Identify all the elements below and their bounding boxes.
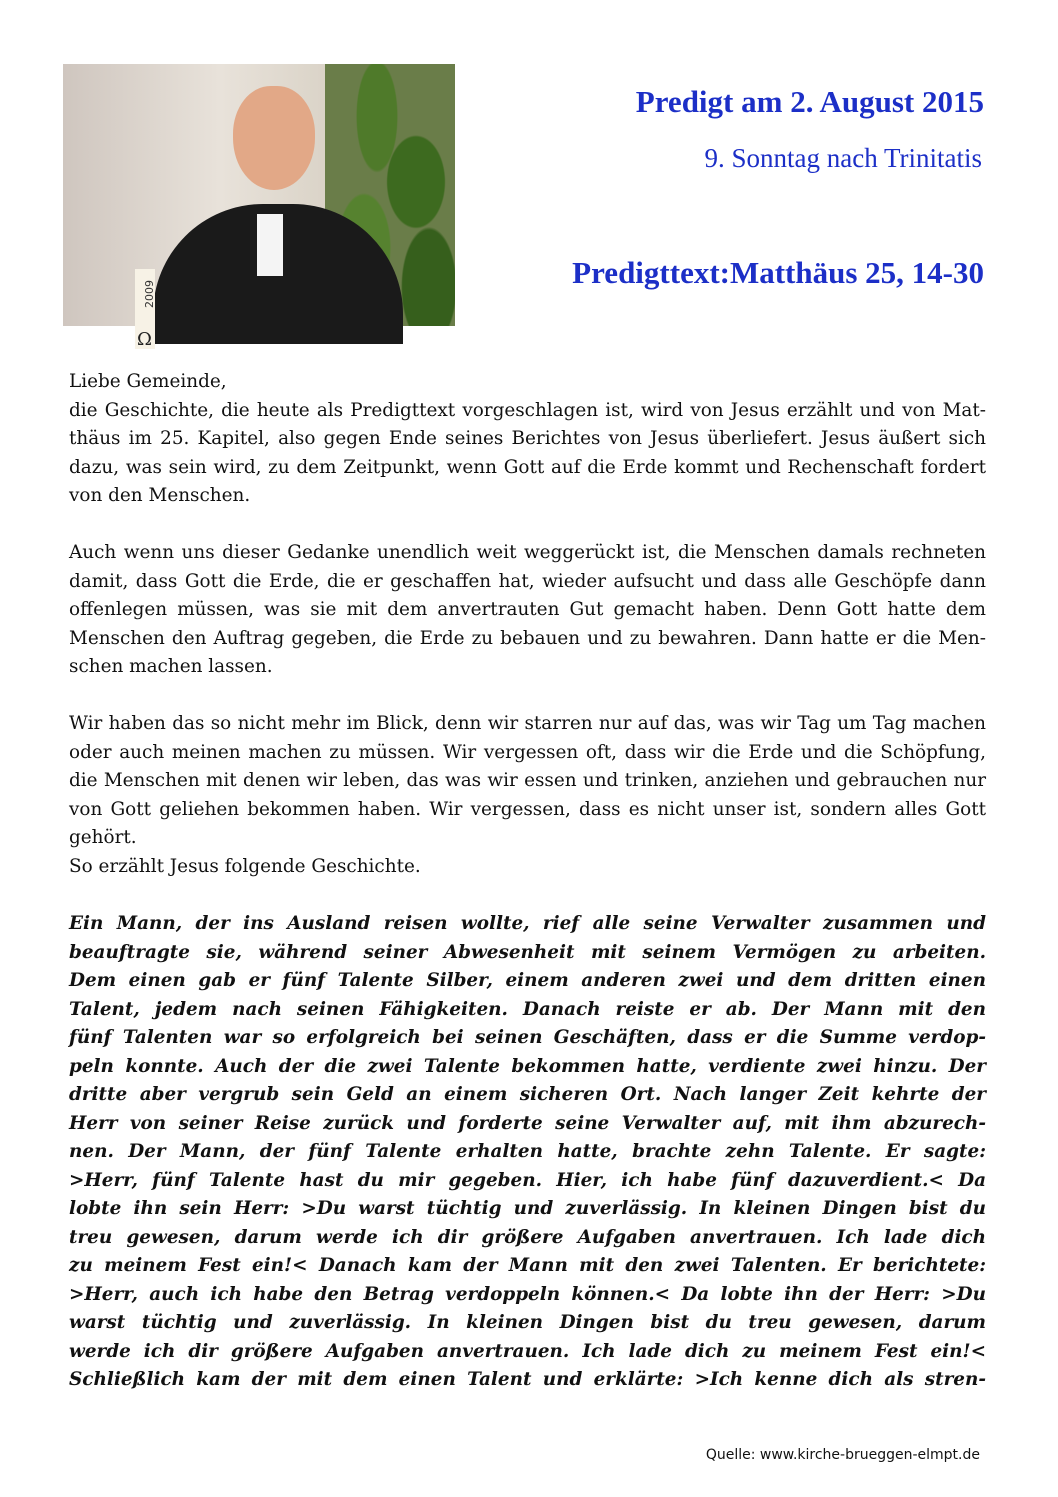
story-line: treu gewesen, darum werde ich dir größere Aufgaben anvertrauen. Ich lade dich xyxy=(69,1226,986,1248)
story-line: warst tüchtig und zuverlässig. In kleinen Dingen bist du treu gewesen, darum xyxy=(69,1312,986,1333)
pastor-head xyxy=(233,86,315,190)
story-line: >Herr, fünf Talente hast du mir gegeben. Hier, ich habe fünf dazuverdient.< Da xyxy=(69,1169,986,1191)
story-line: Herr von seiner Reise zurück und forderte seine Verwalter auf, mit ihm abzurech- xyxy=(69,1112,986,1134)
text-line: oder auch meinen machen zu müssen. Wir vergessen oft, dass wir die Erde und die Schöpfung, xyxy=(69,741,986,763)
source-footer: Quelle: www.kirche-brueggen-elmpt.de xyxy=(705,1447,980,1463)
sermon-intro xyxy=(69,368,986,881)
text-line: die Menschen mit denen wir leben, das was wir essen und trinken, anziehen und gebrauchen nur xyxy=(69,770,986,791)
omega-symbol: Ω xyxy=(137,329,152,350)
story-line: Ein Mann, der ins Ausland reisen wollte, rief alle seine Verwalter zusammen und xyxy=(69,913,986,934)
text-line: Auch wenn uns dieser Gedanke unendlich weit weggerückt ist, die Menschen damals rechneten xyxy=(69,542,986,563)
intro-paragraph-3 xyxy=(69,710,986,881)
parable-text xyxy=(69,910,986,1395)
text-line: damit, dass Gott die Erde, die er geschaffen hat, wieder aufsucht und dass alle Geschöpfe dann xyxy=(69,570,986,592)
text-line: So erzählt Jesus folgende Geschichte. xyxy=(69,855,421,877)
greeting: Liebe Gemeinde, xyxy=(69,371,227,392)
story-line: dritte aber vergrub sein Geld an einem sicheren Ort. Nach langer Zeit kehrte der xyxy=(69,1084,986,1105)
text-line: die Geschichte, die heute als Predigttext vorgeschlagen ist, wird von Jesus erzählt und von Mat- xyxy=(69,399,986,421)
story-line: fünf Talenten war so erfolgreich bei seinen Geschäften, dass er die Summe verdop- xyxy=(69,1027,986,1048)
story-line: nen. Der Mann, der fünf Talente erhalten hatte, brachte zehn Talente. Er sagte: xyxy=(69,1141,986,1162)
preaching-bands xyxy=(257,214,283,276)
story-line: werde ich dir größere Aufgaben anvertrauen. Ich lade dich zu meinem Fest ein!< xyxy=(69,1340,986,1362)
intro-paragraph-1 xyxy=(69,397,986,511)
text-line: Menschen den Auftrag gegeben, die Erde zu bebauen und zu bewahren. Dann hatte er die Men- xyxy=(69,627,986,649)
text-line: dazu, was sein wird, zu dem Zeitpunkt, wenn Gott auf die Erde kommt und Rechenschaft fordert xyxy=(69,456,986,478)
sermon-text-reference: Predigttext:Matthäus 25, 14-30 xyxy=(572,255,984,290)
text-line: von Gott geliehen bekommen haben. Wir vergessen, dass es nicht unser ist, sondern alles Gott xyxy=(69,798,986,820)
story-line: >Herr, auch ich habe den Betrag verdoppeln können.< Da lobte ihn der Herr: >Du xyxy=(69,1283,986,1305)
story-line: Talent, jedem nach seinen Fähigkeiten. Danach reiste er ab. Der Mann mit den xyxy=(69,998,986,1020)
text-line: thäus im 25. Kapitel, also gegen Ende seines Berichtes von Jesus überliefert. Jesus äußert sich xyxy=(69,428,986,449)
story-line: peln konnte. Auch der die zwei Talente bekommen hatte, verdiente zwei hinzu. Der xyxy=(69,1055,986,1077)
text-line: von den Menschen. xyxy=(69,485,251,506)
story-line: zu meinem Fest ein!< Danach kam der Mann mit den zwei Talenten. Er berichtete: xyxy=(69,1255,986,1276)
text-line: Wir haben das so nicht mehr im Blick, denn wir starren nur auf das, was wir Tag um Tag machen xyxy=(69,713,986,734)
text-line: offenlegen müssen, was sie mit dem anvertrauten Gut gemacht haben. Denn Gott hatte dem xyxy=(69,599,986,620)
candle-year: 2009 xyxy=(143,280,156,308)
greeting-paragraph xyxy=(69,368,986,397)
pastor-photo xyxy=(63,64,455,350)
page-subtitle: 9. Sonntag nach Trinitatis xyxy=(704,143,982,173)
text-line: gehört. xyxy=(69,827,137,848)
story-line: Dem einen gab er fünf Talente Silber, einem anderen zwei und dem dritten einen xyxy=(69,970,986,991)
story-line: beauftragte sie, während seiner Abwesenheit mit seinem Vermögen zu arbeiten. xyxy=(69,941,986,963)
story-line: lobte ihn sein Herr: >Du warst tüchtig und zuverlässig. In kleinen Dingen bist du xyxy=(69,1198,986,1219)
intro-paragraph-2 xyxy=(69,539,986,682)
story-line: Schließlich kam der mit dem einen Talent und erklärte: >Ich kenne dich als stren- xyxy=(69,1369,986,1390)
text-line: schen machen lassen. xyxy=(69,656,273,677)
page-title: Predigt am 2. August 2015 xyxy=(635,84,984,119)
